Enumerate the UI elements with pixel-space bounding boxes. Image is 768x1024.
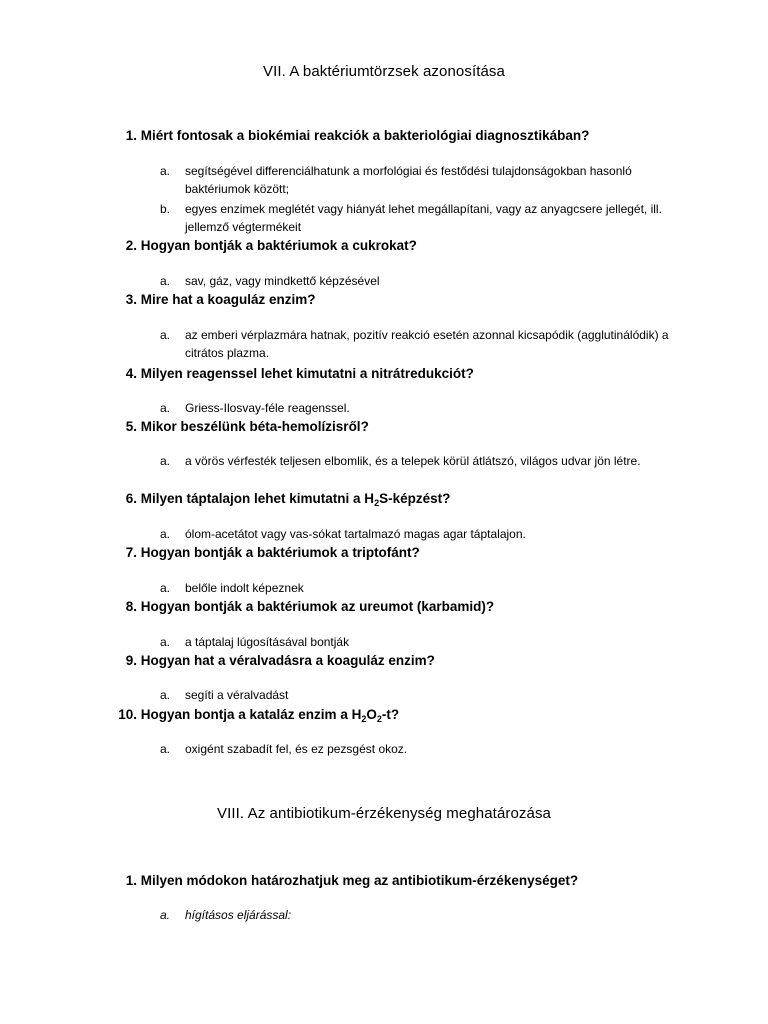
answer-letter: a.	[160, 328, 171, 342]
answer-letter: a.	[160, 454, 171, 468]
answer-text: egyes enzimek meglétét vagy hiányát lehet megállapítani, vagy az anyagcsere jellegét, ill. jellemző végtermékeit	[185, 202, 662, 234]
answer-9a	[160, 686, 680, 704]
question-number: 7.	[125, 545, 137, 560]
question-number: 10.	[118, 707, 137, 722]
question-2	[111, 237, 731, 255]
answer-text: a vörös vérfesték teljesen elbomlik, és a telepek körül átlátszó, világos udvar jön létre.	[185, 454, 641, 468]
answer-letter: a.	[160, 164, 171, 178]
question-8	[111, 598, 731, 616]
question-text-part: Milyen táptalajon lehet kimutatni a H	[140, 491, 375, 506]
answer-letter: a.	[160, 581, 171, 595]
question-7	[111, 544, 731, 562]
question-number: 5.	[125, 419, 137, 434]
subscript: 2	[376, 714, 382, 724]
question-number: 9.	[125, 653, 137, 668]
answer-letter: a.	[160, 401, 171, 415]
answer-text: hígításos eljárással:	[185, 908, 292, 922]
question-text-part: S-képzést?	[379, 491, 451, 506]
answer-text: segítségével differenciálhatunk a morfológiai és festődési tulajdonságokban hasonló baktériumok között;	[185, 164, 632, 196]
question-number: 1.	[125, 873, 137, 888]
answer-3a	[160, 326, 680, 362]
answer-text: ólom-acetátot vagy vas-sókat tartalmazó magas agar táptalajon.	[185, 527, 526, 541]
answer-text: segíti a véralvadást	[185, 688, 289, 702]
answer-letter: a.	[160, 274, 171, 288]
question-text	[141, 490, 451, 508]
question-text: Hogyan bontják a baktériumok a triptofánt?	[140, 545, 420, 560]
answer-10a	[160, 740, 680, 758]
answer-viii-1a	[160, 906, 680, 924]
question-text	[141, 706, 399, 724]
answer-letter: a.	[160, 908, 171, 922]
question-text: Miért fontosak a biokémiai reakciók a bakteriológiai diagnosztikában?	[140, 128, 590, 143]
question-text: Mikor beszélünk béta-hemolízisről?	[140, 419, 369, 434]
answer-text: oxigént szabadít fel, és ez pezsgést okoz.	[185, 742, 408, 756]
question-4	[111, 365, 731, 383]
question-text-part: Hogyan bontja a kataláz enzim a H	[140, 707, 362, 722]
answer-letter: a.	[160, 635, 171, 649]
answer-text: az emberi vérplazmára hatnak, pozitív reakció esetén azonnal kicsapódik (agglutinálódik) a citrátos plazma.	[185, 328, 669, 360]
answer-text: Griess-Ilosvay-féle reagenssel.	[185, 401, 350, 415]
answer-4a	[160, 399, 680, 417]
question-1	[111, 127, 731, 145]
answer-1a	[160, 162, 680, 198]
question-number: 4.	[125, 366, 137, 381]
question-6	[111, 490, 731, 508]
section-title-viii: VIII. Az antibiotikum-érzékenység meghatározása	[216, 805, 552, 822]
answer-letter: a.	[160, 742, 171, 756]
answer-letter: b.	[160, 202, 171, 216]
question-number: 1.	[125, 128, 137, 143]
question-text: Hogyan bontják a baktériumok a cukrokat?	[140, 238, 417, 253]
answer-8a	[160, 633, 680, 651]
question-text: Hogyan hat a véralvadásra a koaguláz enzim?	[140, 653, 435, 668]
question-number: 8.	[125, 599, 137, 614]
question-number: 2.	[125, 238, 137, 253]
question-9	[111, 652, 731, 670]
answer-text: a táptalaj lúgosításával bontják	[185, 635, 350, 649]
question-number: 6.	[125, 491, 137, 506]
subscript: 2	[361, 714, 367, 724]
question-viii-1	[111, 872, 731, 890]
question-text: Milyen reagenssel lehet kimutatni a nitrátredukciót?	[140, 366, 474, 381]
question-number: 3.	[125, 292, 137, 307]
question-text: Milyen módokon határozhatjuk meg az antibiotikum-érzékenységet?	[140, 873, 579, 888]
subscript: 2	[374, 498, 380, 508]
answer-1b	[160, 200, 680, 236]
question-text: Mire hat a koaguláz enzim?	[140, 292, 316, 307]
question-3	[111, 291, 731, 309]
answer-7a	[160, 579, 680, 597]
answer-text: belőle indolt képeznek	[185, 581, 304, 595]
question-text-part: -t?	[381, 707, 400, 722]
answer-6a	[160, 525, 680, 543]
question-text: Hogyan bontják a baktériumok az ureumot (karbamid)?	[140, 599, 495, 614]
answer-letter: a.	[160, 527, 171, 541]
answer-text: sav, gáz, vagy mindkettő képzésével	[185, 274, 380, 288]
answer-2a	[160, 272, 680, 290]
question-10	[111, 706, 731, 724]
question-5	[111, 418, 731, 436]
question-text-part: O	[366, 707, 377, 722]
section-title-vii: VII. A baktériumtörzsek azonosítása	[263, 63, 505, 80]
answer-5a	[160, 452, 680, 470]
answer-letter: a.	[160, 688, 171, 702]
